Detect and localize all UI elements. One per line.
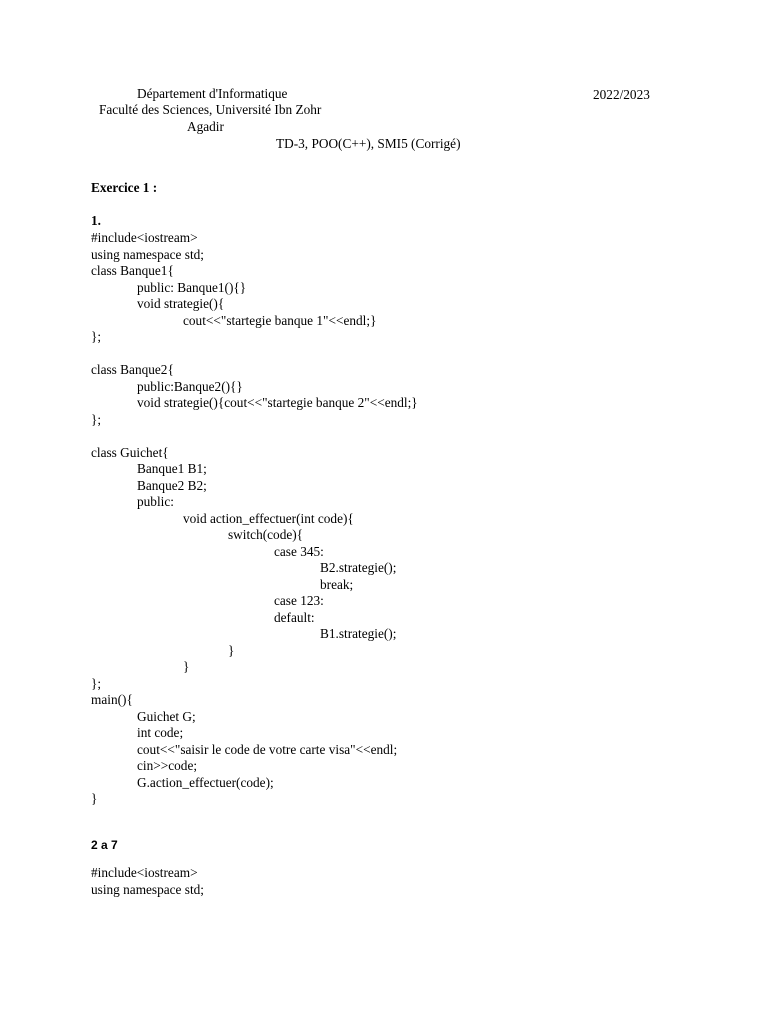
code-line: main(){ bbox=[91, 692, 133, 707]
code-line: } bbox=[91, 791, 98, 806]
department-name: Département d'Informatique bbox=[137, 86, 288, 101]
code-line: class Banque2{ bbox=[91, 362, 174, 377]
code-line: B2.strategie(); bbox=[320, 560, 397, 575]
code-line: public: bbox=[137, 494, 174, 509]
part-1-label: 1. bbox=[91, 213, 101, 228]
code-block-1 bbox=[91, 230, 418, 808]
code-line: void strategie(){ bbox=[137, 296, 225, 311]
code-line: class Guichet{ bbox=[91, 444, 169, 460]
code-line: cout<<"saisir le code de votre carte visa"<<endl; bbox=[137, 741, 398, 757]
code-line: Banque2 B2; bbox=[137, 477, 207, 493]
code-line: public:Banque2(){} bbox=[137, 378, 243, 394]
code-line: B1.strategie(); bbox=[320, 626, 397, 641]
code-line: int code; bbox=[137, 725, 184, 740]
code-line: }; bbox=[91, 411, 102, 427]
code-line: using namespace std; bbox=[91, 246, 204, 262]
code-line: cout<<"startegie banque 1"<<endl;} bbox=[183, 312, 377, 328]
code-line: case 345: bbox=[274, 543, 324, 559]
part-2-label: 2 a 7 bbox=[91, 838, 118, 852]
code-line: }; bbox=[91, 675, 102, 691]
code-line: Banque1 B1; bbox=[137, 461, 207, 476]
code-line bbox=[91, 346, 418, 363]
code-line: break; bbox=[320, 576, 354, 592]
code-line: void strategie(){cout<<"startegie banque 2"<<endl;} bbox=[137, 395, 418, 410]
city-name: Agadir bbox=[187, 119, 224, 134]
code-line: class Banque1{ bbox=[91, 263, 174, 278]
code-line: cin>>code; bbox=[137, 758, 198, 773]
code-line: using namespace std; bbox=[91, 881, 204, 897]
code-line: } bbox=[183, 659, 190, 674]
code-line: }; bbox=[91, 329, 102, 344]
code-line: switch(code){ bbox=[228, 527, 304, 542]
code-line: #include<iostream> bbox=[91, 230, 198, 245]
document-subtitle: TD-3, POO(C++), SMI5 (Corrigé) bbox=[276, 136, 461, 151]
exercise-title: Exercice 1 : bbox=[91, 180, 158, 195]
code-line: } bbox=[228, 642, 235, 658]
code-line: #include<iostream> bbox=[91, 865, 198, 880]
code-line: default: bbox=[274, 609, 315, 625]
academic-year: 2022/2023 bbox=[593, 87, 650, 102]
code-line bbox=[91, 428, 418, 445]
code-line: void action_effectuer(int code){ bbox=[183, 510, 354, 526]
faculty-name: Faculté des Sciences, Université Ibn Zohr bbox=[99, 102, 322, 117]
code-line: Guichet G; bbox=[137, 708, 196, 724]
code-block-2 bbox=[91, 865, 204, 898]
code-line: G.action_effectuer(code); bbox=[137, 774, 274, 790]
code-line: case 123: bbox=[274, 593, 324, 608]
code-line: public: Banque1(){} bbox=[137, 279, 247, 295]
